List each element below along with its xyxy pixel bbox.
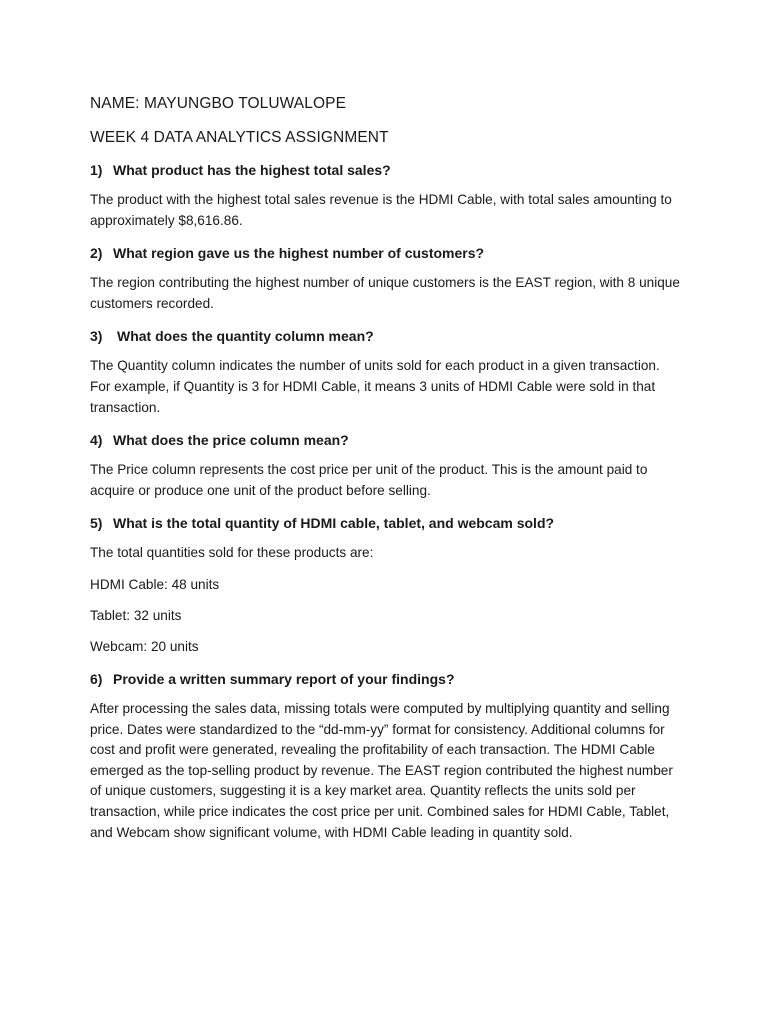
question-number: 5) — [90, 515, 103, 532]
student-name: NAME: MAYUNGBO TOLUWALOPE — [90, 95, 347, 112]
answer-3: The Quantity column indicates the number of units sold for each product in a given transaction. For example, if Quantity is 3 for HDMI Cable, it means 3 units of HDMI Cable were sold in that transaction. — [90, 358, 660, 415]
question-2 — [90, 243, 680, 263]
question-text: What region gave us the highest number of customers? — [113, 245, 485, 262]
list-item: Webcam: 20 units — [90, 638, 199, 654]
question-6 — [90, 669, 680, 689]
question-number: 4) — [90, 432, 103, 449]
answer-5: The total quantities sold for these products are: — [90, 545, 374, 561]
assignment-title: WEEK 4 DATA ANALYTICS ASSIGNMENT — [90, 129, 389, 146]
answer-1: The product with the highest total sales revenue is the HDMI Cable, with total sales amounting to approximately $8,616.86. — [90, 192, 672, 228]
question-text: Provide a written summary report of your findings? — [113, 670, 455, 687]
question-number: 1) — [90, 162, 103, 178]
question-number: 6) — [90, 670, 103, 687]
question-text: What product has the highest total sales? — [113, 162, 391, 178]
question-4 — [90, 430, 680, 450]
answer-6: After processing the sales data, missing totals were computed by multiplying quantity and selling price. Dates were standardized to the “dd-mm-yy” format for consistency. Additional columns for cost and profit were generated, revealing the profitability of each transaction. The HDMI Cable emerged as the top-selling product by revenue. The EAST region contributed the highest number of unique customers, suggesting it is a key market area. Quantity reflects the units sold per transaction, while price indicates the cost price per unit. Combined sales for HDMI Cable, Tablet, and Webcam show significant volume, with HDMI Cable leading in quantity sold. — [90, 700, 673, 840]
question-5 — [90, 513, 680, 533]
answer-2: The region contributing the highest number of unique customers is the EAST region, with 8 unique customers recorded. — [90, 275, 680, 311]
question-number: 2) — [90, 245, 103, 262]
question-1 — [90, 160, 680, 180]
question-3 — [90, 326, 680, 346]
document-body — [90, 94, 680, 843]
answer-4: The Price column represents the cost price per unit of the product. This is the amount paid to acquire or produce one unit of the product before selling. — [90, 462, 648, 498]
question-text: What does the quantity column mean? — [117, 328, 374, 345]
question-text: What does the price column mean? — [113, 432, 349, 449]
list-item: HDMI Cable: 48 units — [90, 576, 220, 592]
question-text: What is the total quantity of HDMI cable, tablet, and webcam sold? — [113, 515, 555, 532]
question-number: 3) — [90, 328, 103, 345]
list-item: Tablet: 32 units — [90, 607, 182, 623]
